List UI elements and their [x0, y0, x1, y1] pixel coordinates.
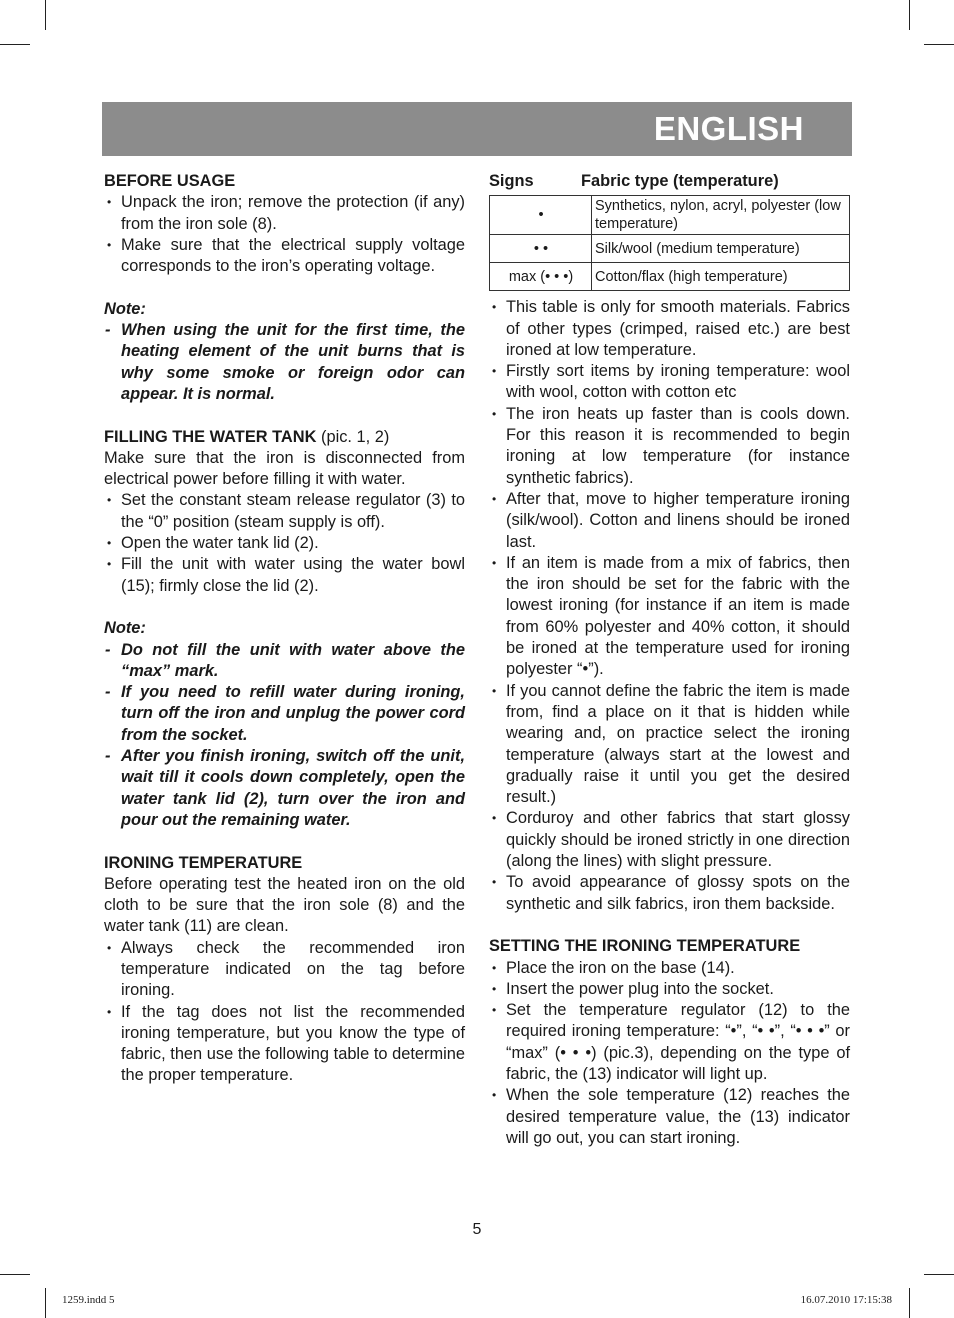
- list-item: • If you cannot define the fabric the item is made from, find a place on it that is hidden while wearing and, on practice select the ironing temperature (always start at the lowest and gradually raise it until you get the desired result.): [489, 681, 850, 809]
- section-title-before-usage: BEFORE USAGE: [104, 172, 236, 190]
- list-item: • Set the constant steam release regulator (3) to the “0” position (steam supply is off).: [104, 490, 465, 533]
- footer-file: 1259.indd 5: [62, 1294, 115, 1306]
- table-cell-fabric: Cotton/flax (high temperature): [592, 263, 850, 291]
- section-title-filling-water-tank: [104, 427, 465, 448]
- list-item: • Set the temperature regulator (12) to the required ironing temperature: “•”, “• •”, “• • •” or “max” (• • •) (pic.3), depending on the type of fabric, the (13) indicator will light up.: [489, 1000, 850, 1085]
- note-title: Note:: [104, 299, 146, 318]
- filling-title-suffix: (pic. 1, 2): [316, 427, 390, 446]
- note-item: - Do not fill the unit with water above the “max” mark.: [104, 640, 465, 683]
- crop-mark: [0, 44, 30, 45]
- table-cell-sign: • •: [490, 235, 592, 263]
- page-number: 5: [472, 1221, 482, 1238]
- crop-mark: [45, 1288, 46, 1318]
- filling-list: [104, 490, 465, 596]
- table-cell-fabric: Silk/wool (medium temperature): [592, 235, 850, 263]
- list-item: • Fill the unit with water using the water bowl (15); firmly close the lid (2).: [104, 554, 465, 597]
- note-item: - After you finish ironing, switch off the unit, wait till it cools down completely, open the water tank lid (2), turn over the iron and pour out the remaining water.: [104, 746, 465, 831]
- list-item: • Place the iron on the base (14).: [489, 958, 850, 979]
- list-item: • Make sure that the electrical supply voltage corresponds to the iron’s operating voltage.: [104, 235, 465, 278]
- right-column: [489, 171, 850, 1149]
- language-header-bar: [102, 102, 852, 156]
- crop-mark: [0, 1274, 30, 1275]
- footer-timestamp: 16.07.2010 17:15:38: [800, 1294, 892, 1306]
- list-item: • Unpack the iron; remove the protection (if any) from the iron sole (8).: [104, 192, 465, 235]
- list-item: • The iron heats up faster than is cools down. For this reason it is recommended to begin ironing at low temperature (for instance synthetic fabrics).: [489, 404, 850, 489]
- list-item: • To avoid appearance of glossy spots on the synthetic and silk fabrics, iron them backside.: [489, 872, 850, 915]
- list-item: • After that, move to higher temperature ironing (silk/wool). Cotton and linens should be ironed last.: [489, 489, 850, 553]
- setting-temperature-list: [489, 958, 850, 1150]
- list-item: • Insert the power plug into the socket.: [489, 979, 850, 1000]
- fabric-temperature-table: [489, 195, 850, 291]
- note-list: [104, 640, 465, 832]
- crop-mark: [924, 44, 954, 45]
- list-item: • If an item is made from a mix of fabrics, then the iron should be set for the fabric with the lowest ironing (for instance if an item is made from 60% polyester and 40% cotton, it should be ironed at the temperature used for ironing polyester “•”).: [489, 553, 850, 681]
- table-cell-fabric: Synthetics, nylon, acryl, polyester (low temperature): [592, 196, 850, 235]
- column-header-fabric: Fabric type (temperature): [581, 172, 779, 190]
- section-title-setting-temperature: SETTING THE IRONING TEMPERATURE: [489, 937, 801, 956]
- note-title: Note:: [104, 619, 146, 638]
- table-cell-sign: max (• • •): [490, 263, 592, 291]
- crop-mark: [924, 1274, 954, 1275]
- filling-intro: Make sure that the iron is disconnected from electrical power before filling it with water.: [104, 448, 465, 489]
- table-row: [490, 235, 850, 263]
- table-cell-sign: •: [490, 196, 592, 235]
- note-item: - When using the unit for the first time, the heating element of the unit burns that is why some smoke or foreign odor can appear. It is normal.: [104, 320, 465, 405]
- ironing-temp-list: [104, 938, 465, 1087]
- left-column: [104, 171, 465, 1087]
- list-item: • Always check the recommended iron temperature indicated on the tag before ironing.: [104, 938, 465, 1002]
- list-item: • Corduroy and other fabrics that start glossy quickly should be ironed strictly in one direction (along the lines) with slight pressure.: [489, 808, 850, 872]
- list-item: • If the tag does not list the recommended ironing temperature, but you know the type of fabric, then use the following table to determine the proper temperature.: [104, 1002, 465, 1087]
- note-list: [104, 320, 465, 405]
- table-row: [490, 263, 850, 291]
- crop-mark: [45, 0, 46, 30]
- ironing-temp-intro: Before operating test the heated iron on the old cloth to be sure that the iron sole (8) and the water tank (11) are clean.: [104, 874, 465, 936]
- table-header: [489, 171, 850, 192]
- column-header-signs: Signs: [489, 172, 534, 190]
- list-item: • When the sole temperature (12) reaches the desired temperature value, the (13) indicator will go out, you can start ironing.: [489, 1085, 850, 1149]
- language-title: ENGLISH: [653, 110, 804, 147]
- crop-mark: [909, 1288, 910, 1318]
- note-item: - If you need to refill water during ironing, turn off the iron and unplug the power cord from the socket.: [104, 682, 465, 746]
- ironing-tips-list: [489, 297, 850, 915]
- filling-title-text: FILLING THE WATER TANK: [104, 427, 317, 446]
- section-title-ironing-temperature: IRONING TEMPERATURE: [104, 853, 303, 872]
- crop-mark: [909, 0, 910, 30]
- list-item: • Firstly sort items by ironing temperature: wool with wool, cotton with cotton etc: [489, 361, 850, 404]
- before-usage-list: [104, 192, 465, 277]
- table-row: [490, 196, 850, 235]
- list-item: • Open the water tank lid (2).: [104, 533, 465, 554]
- list-item: • This table is only for smooth materials. Fabrics of other types (crimped, raised etc.) are best ironed at low temperature.: [489, 297, 850, 361]
